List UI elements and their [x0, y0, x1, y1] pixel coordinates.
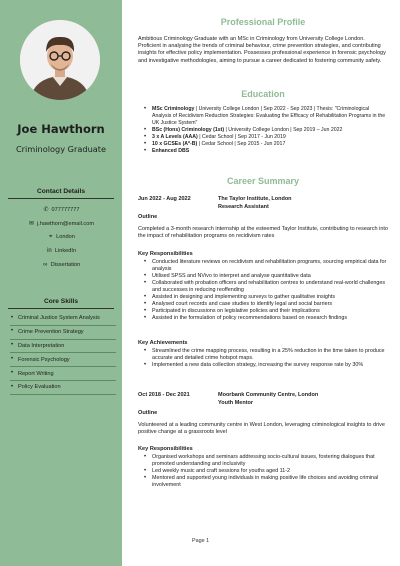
list-item: • Led weekly music and craft sessions for youths aged 11-2	[144, 468, 388, 475]
list-item: • Streamlined the crime mapping process, resulting in a 25% reduction in the time taken to produce accurate and detailed crime hotspot maps.	[144, 348, 388, 362]
linkedin-link[interactable]: LinkedIn	[54, 248, 77, 254]
profile-text: Ambitious Criminology Graduate with an MSc in Criminology from University College London. Proficient in analysing the trends of criminal behaviour, crime prevention strategies, and contributing insights for effective policy implementation. Possesses professional experience in forensic psychology and investigative methodologies, aiming to pursue a career dedicated to fostering community safety.	[138, 36, 386, 64]
education-detail: | University College London | Sep 2022 - Sep 2023 | Thesis: "Criminological Analysis of Recidivism Reduction Strategies: Evaluating the Efficacy of Rehabilitation Programs in the UK Justice System"	[152, 106, 386, 126]
contact-heading: Contact Details	[8, 188, 114, 199]
list-item: • Assisted in the formulation of policy recommendations based on research findings	[144, 315, 388, 322]
outline-label: Outline	[138, 410, 158, 416]
skill-item: • Forensic Psychology	[10, 353, 116, 367]
list-item: • Collaborated with probation officers and rehabilitation centres to understand real-world challenges and successes in reducing reoffending	[144, 280, 388, 294]
sidebar	[0, 0, 122, 566]
location-text: London	[56, 234, 75, 240]
education-degree: MSc Criminology	[152, 106, 195, 112]
achievements-label: Key Achievements	[138, 340, 188, 346]
list-item: • Organised workshops and seminars addressing socio-cultural issues, fostering dialogues that promoted understanding and inclusivity	[144, 454, 388, 468]
main-content	[138, 0, 388, 566]
list-item: • Analysed court records and case studies to identify legal and social barriers	[144, 301, 388, 308]
job-employer	[218, 196, 292, 211]
email-icon: ✉	[28, 221, 35, 227]
job-employer-name: Moorbank Community Centre, London	[218, 392, 319, 398]
skill-item: • Policy Evaluation	[10, 381, 116, 395]
achievements-list	[144, 348, 388, 369]
contact-linkedin[interactable]	[0, 248, 122, 254]
phone-text: 077777777	[51, 207, 80, 213]
job-employer	[218, 392, 318, 407]
outline-label: Outline	[138, 214, 158, 220]
avatar	[20, 20, 100, 100]
list-item: • Implemented a new data collection strategy, increasing the survey response rate by 30%	[144, 362, 388, 369]
education-degree: 10 x GCSEs (A*-B)	[152, 141, 198, 148]
location-pin-icon: ⌖	[48, 234, 53, 240]
responsibilities-label: Key Responsibilities	[138, 251, 193, 257]
responsibilities-label: Key Responsibilities	[138, 446, 193, 452]
job-title: Research Assistant	[218, 203, 269, 210]
education-item	[144, 134, 388, 141]
phone-icon: ✆	[43, 207, 49, 213]
job-outline: Volunteered at a leading community centre in West London, leveraging criminological insights to drive positive change at a grassroots level	[138, 422, 385, 436]
education-detail: | Cedar School | Sep 2015 - Jun 2017	[197, 141, 286, 148]
skill-item: • Crime Prevention Strategy	[10, 326, 116, 340]
page-number: Page 1	[192, 538, 210, 544]
email-text[interactable]: j.hawthorn@email.com	[37, 221, 94, 227]
skill-item: • Report Writing	[10, 367, 116, 381]
education-detail: | Cedar School | Sep 2017 - Jun 2019	[197, 133, 286, 140]
link-icon: ∞	[43, 262, 48, 268]
dissertation-link[interactable]: Dissertation	[50, 262, 81, 268]
job-outline: Completed a 3-month research internship at the esteemed Taylor Institute, contributing to research into the impact of rehabilitation programs on recidivism rates	[138, 226, 388, 240]
education-heading: Education	[241, 89, 285, 99]
contact-email[interactable]	[0, 220, 122, 227]
contact-location	[0, 234, 122, 241]
job-dates: Oct 2018 - Dec 2021	[138, 392, 190, 398]
skill-item: • Criminal Justice System Analysis	[10, 312, 116, 326]
job-dates: Jun 2022 - Aug 2022	[138, 196, 191, 202]
list-item: • Participated in discussions on legislative policies and their implications	[144, 308, 388, 315]
job-title: Youth Mentor	[218, 399, 254, 406]
responsibilities-list	[144, 454, 388, 489]
education-degree: BSc (Hons) Criminology (1st)	[152, 126, 225, 133]
education-degree: 3 x A Levels (AAA)	[152, 133, 198, 140]
education-list	[144, 106, 388, 156]
contact-phone	[0, 206, 122, 213]
skills-heading: Core Skills	[8, 298, 114, 309]
list-item: • Assisted in designing and implementing surveys to gather qualitative insights	[144, 294, 388, 301]
skills-list	[10, 312, 116, 395]
profile-photo	[20, 20, 100, 100]
education-item	[144, 127, 388, 134]
education-item	[144, 141, 388, 148]
list-item: • Utilised SPSS and NVivo to interpret and analyse quantitative data	[144, 273, 388, 280]
skill-item: • Data Interpretation	[10, 340, 116, 354]
list-item: • Conducted literature reviews on recidivism and rehabilitation programs, sourcing empirical data for analysis	[144, 259, 388, 273]
contact-dissertation[interactable]	[0, 262, 122, 268]
person-role: Criminology Graduate	[15, 144, 107, 154]
career-heading: Career Summary	[226, 176, 300, 186]
education-item	[144, 148, 388, 155]
education-degree: Enhanced DBS	[152, 148, 190, 155]
linkedin-icon: in	[47, 248, 52, 254]
job-employer-name: The Taylor Institute, London	[218, 196, 292, 202]
responsibilities-list	[144, 259, 388, 322]
profile-heading: Professional Profile	[220, 17, 306, 27]
education-item	[144, 106, 388, 126]
list-item: • Mentored and supported young individuals in making positive life choices and avoiding criminal involvement	[144, 475, 388, 489]
person-name: Joe Hawthorn	[17, 122, 105, 136]
education-detail: | University College London | Sep 2019 – Jun 2022	[224, 126, 343, 133]
